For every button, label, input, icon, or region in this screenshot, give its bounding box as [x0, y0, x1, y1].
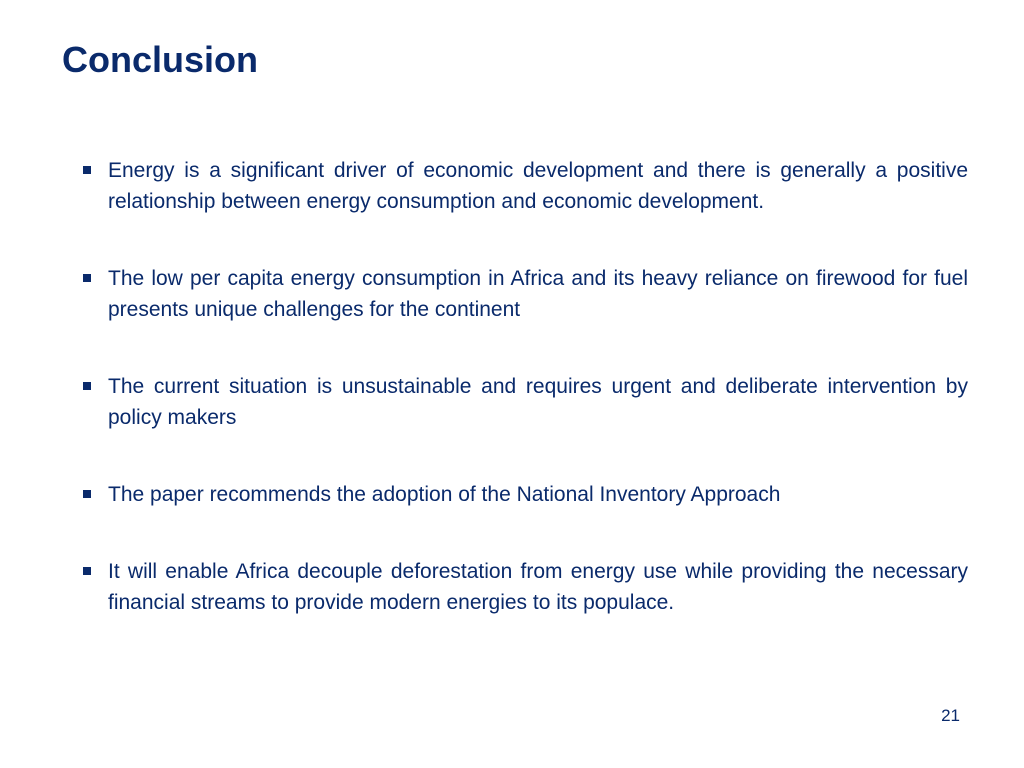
square-bullet-icon [83, 166, 91, 174]
bullet-list [80, 155, 968, 664]
bullet-item [80, 155, 968, 217]
square-bullet-icon [83, 382, 91, 390]
slide-title: Conclusion [62, 39, 258, 80]
bullet-text: It will enable Africa decouple deforestation from energy use while providing the necessary financial streams to provide modern energies to its populace. [108, 560, 968, 614]
square-bullet-icon [83, 567, 91, 575]
bullet-item [80, 479, 968, 510]
bullet-item [80, 371, 968, 433]
bullet-item [80, 556, 968, 618]
bullet-text: The low per capita energy consumption in Africa and its heavy reliance on firewood for fuel presents unique challenges for the continent [108, 267, 968, 321]
square-bullet-icon [83, 490, 91, 498]
bullet-text: The paper recommends the adoption of the National Inventory Approach [108, 483, 781, 506]
bullet-item [80, 263, 968, 325]
bullet-text: Energy is a significant driver of economic development and there is generally a positive relationship between energy consumption and economic development. [108, 159, 968, 213]
bullet-text: The current situation is unsustainable and requires urgent and deliberate intervention by policy makers [108, 375, 968, 429]
square-bullet-icon [83, 274, 91, 282]
slide-number: 21 [941, 706, 960, 725]
